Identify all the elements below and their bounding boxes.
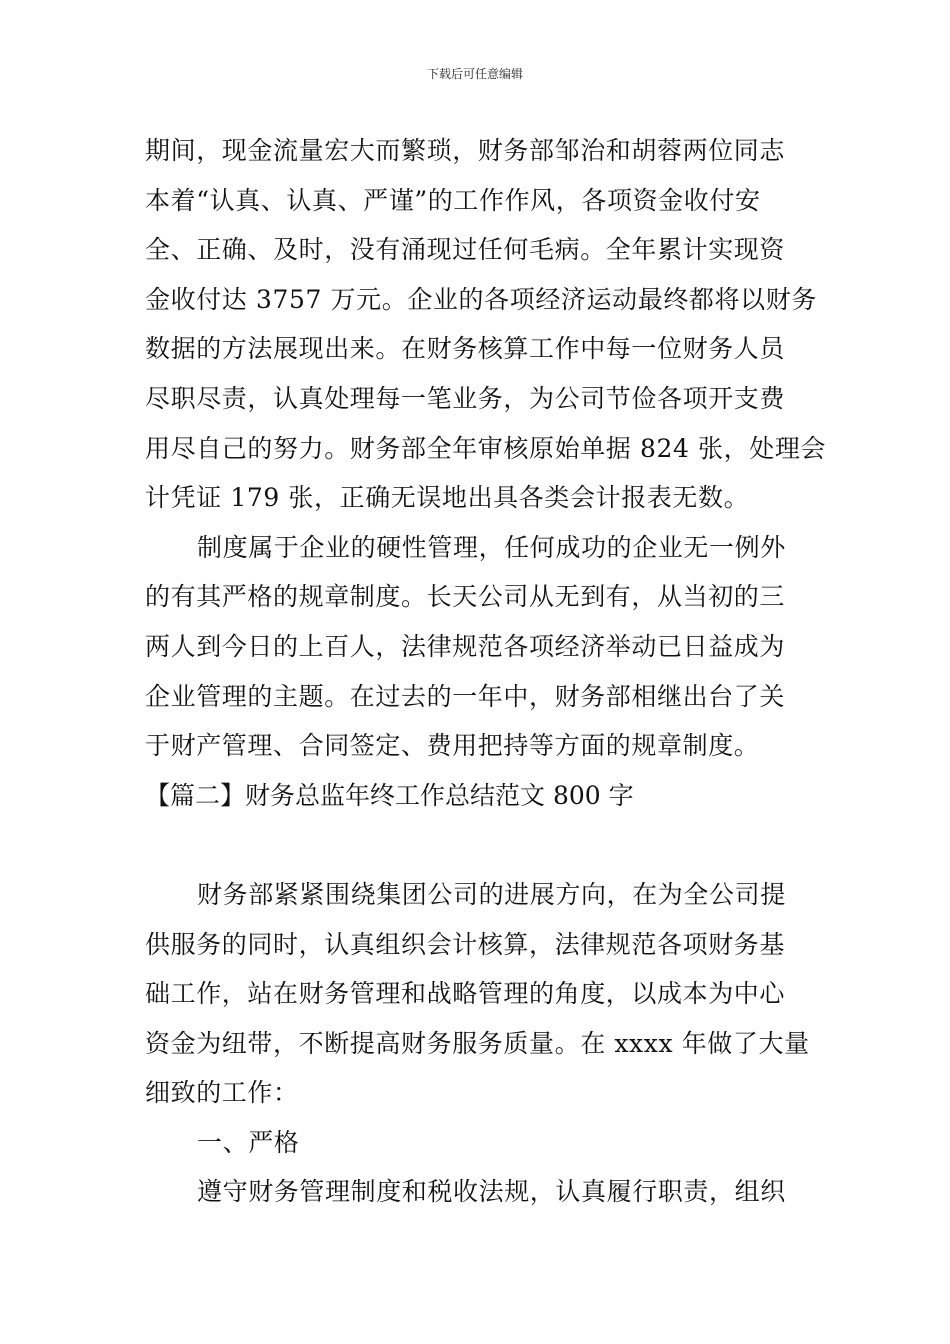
text-line: 期间，现金流量宏大而繁琐，财务部邹治和胡蓉两位同志	[145, 136, 786, 165]
text-line: 金收付达 3757 万元。企业的各项经济运动最终都将以财务	[145, 284, 817, 314]
item-title: 一、严格	[197, 1127, 300, 1157]
page-header: 下载后可任意编辑	[426, 67, 523, 81]
text-line: 两人到今日的上百人，法律规范各项经济举动已日益成为	[145, 631, 786, 661]
text-line: 本着“认真、认真、严谨”的工作作风，各项资金收付安	[145, 185, 761, 215]
paragraph-4	[145, 1167, 810, 1217]
text-line: 计凭证 179 张，正确无误地出具各类会计报表无数。	[145, 483, 750, 513]
text-line: 尽职尽责，认真处理每一笔业务，为公司节俭各项开支费	[145, 383, 786, 413]
text-line: 企业管理的主题。在过去的一年中，财务部相继出台了关	[145, 681, 786, 711]
text-line: 资金为纽带，不断提高财务服务质量。在 xxxx 年做了大量	[145, 1028, 810, 1058]
text-line: 用尽自己的努力。财务部全年审核原始单据 824 张，处理会	[145, 433, 827, 463]
text-line: 于财产管理、合同签定、费用把持等方面的规章制度。	[145, 731, 760, 761]
document-body	[145, 126, 827, 1217]
paragraph-2	[145, 523, 810, 771]
text-line: 数据的方法展现出来。在财务核算工作中每一位财务人员	[145, 334, 786, 364]
text-line: 础工作，站在财务管理和战略管理的角度，以成本为中心	[145, 979, 786, 1009]
text-line: 供服务的同时，认真组织会计核算，法律规范各项财务基	[145, 929, 786, 959]
text-line: 财务部紧紧围绕集团公司的进展方向，在为全公司提	[197, 879, 786, 909]
paragraph-1	[145, 126, 827, 523]
text-line: 制度属于企业的硬性管理，任何成功的企业无一例外	[197, 532, 786, 562]
text-line: 的有其严格的规章制度。长天公司从无到有，从当初的三	[145, 582, 786, 612]
paragraph-3	[145, 870, 810, 1118]
section-heading: 【篇二】财务总监年终工作总结范文 800 字	[145, 780, 634, 810]
text-line: 细致的工作：	[145, 1078, 299, 1108]
text-line: 全、正确、及时，没有涌现过任何毛病。全年累计实现资	[145, 235, 786, 265]
blank-line	[145, 820, 810, 870]
text-line: 遵守财务管理制度和税收法规，认真履行职责，组织	[197, 1177, 786, 1207]
